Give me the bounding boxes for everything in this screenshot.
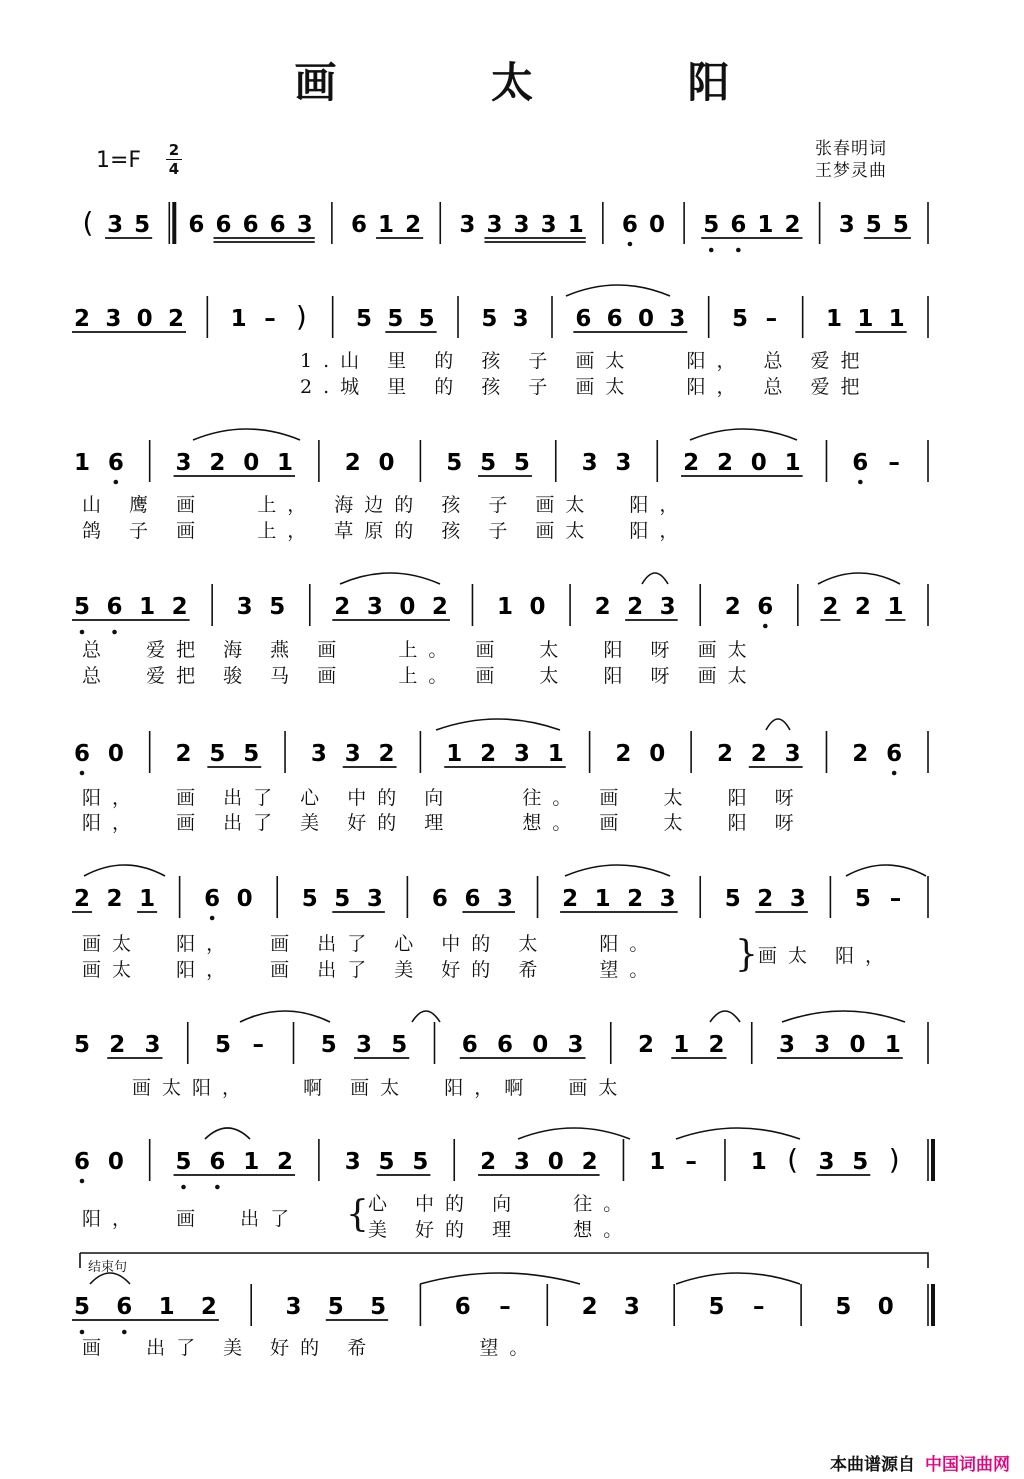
note-glyph: 0 (547, 1149, 564, 1175)
note-glyph: 3 (784, 741, 801, 767)
note-glyph: 2 (334, 594, 351, 620)
note-glyph: 3 (344, 1149, 361, 1175)
note-glyph: 0 (243, 450, 260, 476)
note-glyph: 2 (209, 450, 226, 476)
note-glyph: ( (787, 1143, 799, 1176)
note-glyph: 3 (659, 594, 676, 620)
low-octave-dot (892, 771, 897, 776)
note-glyph: 2 (562, 886, 579, 912)
note-glyph: – (499, 1294, 511, 1320)
note-glyph: – (252, 1032, 264, 1058)
slur (818, 573, 900, 584)
note-glyph: – (753, 1294, 765, 1320)
note-glyph: 2 (73, 306, 91, 332)
note-glyph: 3 (355, 1032, 373, 1058)
note-glyph: 2 (784, 212, 801, 238)
note-glyph: 2 (344, 450, 361, 476)
note-glyph: 2 (581, 1294, 598, 1320)
note-glyph: 5 (73, 1294, 91, 1320)
low-octave-dot (122, 1330, 127, 1335)
slur (565, 865, 670, 876)
note-glyph: 3 (310, 741, 327, 767)
note-glyph: 6 (106, 594, 123, 620)
note-glyph: 2 (627, 594, 644, 620)
note-glyph: 3 (814, 1032, 831, 1058)
slur (518, 1128, 630, 1139)
note-glyph: 6 (606, 306, 623, 332)
note-glyph: 5 (301, 886, 318, 912)
lyric-verse2-row5: 阳， 画 出了 美 好的 理 想。 画 太 阳 呀 (82, 812, 805, 834)
note-glyph: 6 (188, 212, 205, 238)
note-glyph: 1 (243, 1149, 260, 1175)
note-glyph: 2 (716, 741, 733, 767)
low-octave-dot (80, 630, 85, 635)
slur (340, 573, 440, 584)
note-glyph: 2 (73, 886, 91, 912)
slur (710, 1011, 740, 1022)
score-row-4 (72, 584, 928, 634)
note-glyph: 0 (532, 1032, 549, 1058)
note-glyph: 5 (481, 306, 498, 332)
note-glyph: – (889, 886, 902, 912)
note-glyph: 0 (378, 450, 395, 476)
note-glyph: 5 (370, 1294, 387, 1320)
note-glyph: 1 (567, 212, 584, 238)
note-glyph: 3 (623, 1294, 640, 1320)
footer-source-text: 本曲谱源自 (830, 1455, 915, 1475)
note-glyph: 3 (778, 1032, 796, 1058)
note-glyph: 6 (575, 306, 592, 332)
low-octave-dot (114, 480, 119, 485)
score-notes (72, 202, 933, 1334)
note-glyph: 3 (838, 212, 855, 238)
note-glyph: 3 (513, 1149, 530, 1175)
note-glyph: 0 (649, 741, 666, 767)
meter-bottom: 4 (168, 160, 180, 178)
note-glyph: 5 (418, 306, 435, 332)
note-glyph: 1 (750, 1149, 767, 1175)
note-glyph: 5 (513, 450, 530, 476)
note-glyph: 1 (73, 450, 91, 476)
note-glyph: 3 (107, 212, 124, 238)
note-glyph: 1 (888, 306, 905, 332)
slur (193, 429, 300, 440)
note-glyph: 5 (209, 741, 226, 767)
note-glyph: 5 (378, 1149, 395, 1175)
note-glyph: 0 (136, 306, 153, 332)
note-glyph: 6 (73, 741, 91, 767)
note-glyph: 2 (378, 741, 395, 767)
note-glyph: 0 (107, 741, 124, 767)
note-glyph: 3 (513, 741, 530, 767)
note-glyph: 0 (877, 1294, 894, 1320)
note-glyph: 6 (464, 886, 481, 912)
note-glyph: 1 (857, 306, 874, 332)
note-glyph: 6 (73, 1149, 91, 1175)
lyric-verse1-row4: 总 爱把 海 燕 画 上。 画 太 阳 呀 画太 (82, 639, 758, 661)
note-glyph: 2 (200, 1294, 217, 1320)
low-octave-dot (80, 1330, 85, 1335)
note-glyph: 1 (784, 450, 801, 476)
lyric-verse1-row2: 1.山 里 的 孩 子 画太 阳， 总 爱把 (300, 350, 871, 372)
note-glyph: 3 (512, 306, 529, 332)
slur (240, 1011, 330, 1022)
note-glyph: 3 (296, 212, 313, 238)
note-glyph: 1 (884, 1032, 901, 1058)
slur (846, 865, 926, 876)
note-glyph: 2 (708, 1032, 725, 1058)
note-glyph: 3 (513, 212, 530, 238)
note-glyph: 2 (594, 594, 611, 620)
slur (436, 719, 560, 730)
note-glyph: 5 (892, 212, 909, 238)
low-octave-dot (709, 248, 714, 253)
note-glyph: 2 (683, 450, 700, 476)
note-glyph: 2 (724, 594, 741, 620)
score-row-3 (74, 440, 928, 484)
low-octave-dot (763, 624, 768, 629)
note-glyph: 5 (852, 1149, 869, 1175)
note-glyph: 6 (757, 594, 774, 620)
note-glyph: 3 (669, 306, 686, 332)
low-octave-dot (210, 916, 215, 921)
note-glyph: 5 (854, 886, 871, 912)
low-octave-dot (628, 242, 633, 247)
note-glyph: 5 (355, 306, 373, 332)
note-glyph: 1 (446, 741, 463, 767)
note-glyph: 2 (277, 1149, 294, 1175)
lyric-row8-common: 阳， 画 出了 (82, 1208, 301, 1230)
note-glyph: ( (82, 206, 94, 239)
note-glyph: 3 (567, 1032, 584, 1058)
note-glyph: 6 (116, 1294, 133, 1320)
note-glyph: 2 (822, 594, 839, 620)
note-glyph: 2 (615, 741, 632, 767)
note-glyph: 5 (724, 886, 741, 912)
note-glyph: 5 (243, 741, 260, 767)
note-glyph: 3 (486, 212, 503, 238)
note-glyph: 1 (378, 212, 395, 238)
note-glyph: 0 (649, 212, 666, 238)
lyric-verse2-row2: 2.城 里 的 孩 子 画太 阳， 总 爱把 (300, 376, 871, 398)
note-glyph: 2 (106, 886, 123, 912)
note-glyph: 1 (825, 306, 843, 332)
lyric-verse2-row8: 美 好的 理 想。 (368, 1219, 634, 1241)
note-glyph: 2 (480, 1149, 497, 1175)
note-glyph: 3 (105, 306, 122, 332)
note-glyph: 3 (366, 594, 383, 620)
low-octave-dot (112, 630, 117, 635)
note-glyph: 6 (461, 1032, 478, 1058)
note-glyph: 3 (285, 1294, 302, 1320)
note-glyph: 1 (139, 886, 156, 912)
note-glyph: 5 (387, 306, 404, 332)
note-glyph: 5 (703, 212, 720, 238)
note-glyph: 2 (757, 886, 774, 912)
note-glyph: 5 (214, 1032, 232, 1058)
note-glyph: 3 (344, 741, 361, 767)
note-glyph: 0 (529, 594, 546, 620)
brace-right: } (735, 934, 758, 975)
note-glyph: 1 (594, 886, 611, 912)
low-octave-dot (181, 1185, 186, 1190)
note-glyph: 1 (649, 1149, 666, 1175)
note-glyph: 5 (731, 306, 749, 332)
note-glyph: 2 (852, 741, 869, 767)
note-glyph: 5 (391, 1032, 408, 1058)
slur (676, 1128, 800, 1139)
note-glyph: 6 (730, 212, 747, 238)
score-row-9 (72, 1284, 933, 1334)
low-octave-dot (80, 1179, 85, 1184)
note-glyph: 0 (399, 594, 416, 620)
lyric-row6-joined: 画太 阳， (758, 945, 896, 967)
score-row-6 (72, 876, 928, 920)
note-glyph: 2 (854, 594, 871, 620)
note-glyph: 2 (405, 212, 422, 238)
note-glyph: 5 (73, 1032, 91, 1058)
low-octave-dot (215, 1185, 220, 1190)
note-glyph: 5 (446, 450, 463, 476)
note-glyph: 3 (366, 886, 383, 912)
meter-top: 2 (168, 141, 180, 159)
note-glyph: 6 (454, 1294, 471, 1320)
note-glyph: 6 (204, 886, 221, 912)
note-glyph: 5 (320, 1032, 337, 1058)
note-glyph: 3 (459, 212, 476, 238)
lyric-verse2-row4: 总 爱把 骏 马 画 上。 画 太 阳 呀 画太 (82, 665, 758, 687)
note-glyph: 2 (627, 886, 644, 912)
lyric-verse1-row3: 山 鹰 画 上， 海边的 孩 子 画太 阳， (82, 494, 690, 516)
slur (84, 865, 165, 876)
low-octave-dot (736, 248, 741, 253)
note-glyph: 2 (175, 741, 192, 767)
note-glyph: – (765, 306, 778, 332)
note-glyph: 5 (412, 1149, 429, 1175)
lyric-verse2-row6: 画太 阳， 画 出了 美 好的 希 望。 (82, 959, 660, 981)
note-glyph: 6 (107, 450, 124, 476)
note-glyph: 5 (175, 1149, 192, 1175)
note-glyph: 1 (158, 1294, 175, 1320)
note-glyph: 2 (167, 306, 185, 332)
note-glyph: 2 (716, 450, 733, 476)
note-glyph: 1 (139, 594, 156, 620)
note-glyph: 3 (659, 886, 676, 912)
low-octave-dot (80, 771, 85, 776)
note-glyph: 6 (886, 741, 903, 767)
note-glyph: 2 (637, 1032, 655, 1058)
note-glyph: 0 (236, 886, 253, 912)
brace-left: { (346, 1194, 369, 1235)
note-glyph: 6 (852, 450, 869, 476)
note-glyph: 5 (269, 594, 286, 620)
note-glyph: 5 (835, 1294, 852, 1320)
note-glyph: 3 (818, 1149, 835, 1175)
note-glyph: 3 (175, 450, 192, 476)
ending-bracket (80, 1253, 928, 1268)
note-glyph: ) (295, 300, 307, 333)
score-marks (80, 285, 928, 1284)
note-glyph: 0 (849, 1032, 866, 1058)
footer-source (830, 1450, 1010, 1475)
lyric-ending: 画 出了 美 好的 希 望。 (82, 1337, 540, 1359)
key-signature: 1=F (96, 148, 142, 173)
note-glyph: 1 (887, 594, 904, 620)
note-glyph: 3 (540, 212, 557, 238)
note-glyph: 5 (480, 450, 497, 476)
note-glyph: – (685, 1149, 697, 1175)
footer-site-link[interactable]: 中国词曲网 (925, 1455, 1010, 1475)
note-glyph: 5 (865, 212, 882, 238)
note-glyph: 6 (242, 212, 259, 238)
note-glyph: 5 (73, 594, 91, 620)
note-glyph: 6 (209, 1149, 226, 1175)
note-glyph: – (888, 450, 900, 476)
note-glyph: ) (888, 1143, 900, 1176)
note-glyph: 2 (109, 1032, 126, 1058)
score-row-2 (72, 296, 928, 338)
lyric-row7: 画太阳， 啊 画太 阳，啊 画太 (132, 1077, 629, 1099)
note-glyph: 6 (431, 886, 448, 912)
note-glyph: 1 (547, 741, 564, 767)
note-glyph: 6 (621, 212, 638, 238)
note-glyph: 2 (750, 741, 767, 767)
note-glyph: 5 (134, 212, 151, 238)
score-row-7 (74, 1022, 928, 1064)
score-row-1 (83, 202, 928, 252)
note-glyph: 0 (107, 1149, 124, 1175)
note-glyph: 6 (496, 1032, 514, 1058)
note-glyph: – (264, 306, 276, 332)
slur (642, 573, 668, 584)
note-glyph: 6 (350, 212, 367, 238)
lyric-verse2-row3: 鸽 子 画 上， 草原的 孩 子 画太 阳， (82, 520, 690, 542)
note-glyph: 2 (480, 741, 497, 767)
score-row-8 (74, 1139, 933, 1189)
slur (676, 1273, 800, 1284)
slur (412, 1011, 440, 1022)
lyricist-credit: 张春明词 (815, 139, 887, 159)
slur (782, 1011, 905, 1022)
lyric-verse1-row8: 心 中的 向 往。 (368, 1193, 634, 1215)
note-glyph: 5 (334, 886, 351, 912)
note-glyph: 6 (215, 212, 232, 238)
lyric-verse1-row5: 阳， 画 出了 心 中的 向 往。 画 太 阳 呀 (82, 787, 805, 809)
slur (690, 429, 797, 440)
note-glyph: 3 (615, 450, 632, 476)
note-glyph: 0 (750, 450, 767, 476)
note-glyph: 3 (236, 594, 253, 620)
note-glyph: 2 (171, 594, 188, 620)
note-glyph: 0 (637, 306, 655, 332)
note-glyph: 5 (708, 1294, 725, 1320)
slur (205, 1128, 250, 1139)
score-row-5 (74, 731, 928, 775)
note-glyph: 1 (757, 212, 774, 238)
ending-label: 结束句 (88, 1260, 128, 1275)
note-glyph: 3 (144, 1032, 161, 1058)
slur (566, 285, 670, 296)
note-glyph: 2 (431, 594, 448, 620)
song-title: 画 太 阳 (294, 58, 800, 107)
note-glyph: 3 (496, 886, 514, 912)
note-glyph: 3 (789, 886, 806, 912)
note-glyph: 1 (230, 306, 247, 332)
note-glyph: 1 (277, 450, 294, 476)
note-glyph: 5 (327, 1294, 344, 1320)
slur (766, 719, 790, 730)
slur (420, 1273, 580, 1284)
note-glyph: 1 (496, 594, 514, 620)
note-glyph: 1 (673, 1032, 690, 1058)
note-glyph: 3 (581, 450, 598, 476)
lyric-verse1-row6: 画太 阳， 画 出了 心 中的 太 阳。 (82, 933, 660, 955)
note-glyph: 2 (581, 1149, 598, 1175)
composer-credit: 王梦灵曲 (815, 161, 887, 181)
note-glyph: 6 (269, 212, 286, 238)
low-octave-dot (858, 480, 863, 485)
